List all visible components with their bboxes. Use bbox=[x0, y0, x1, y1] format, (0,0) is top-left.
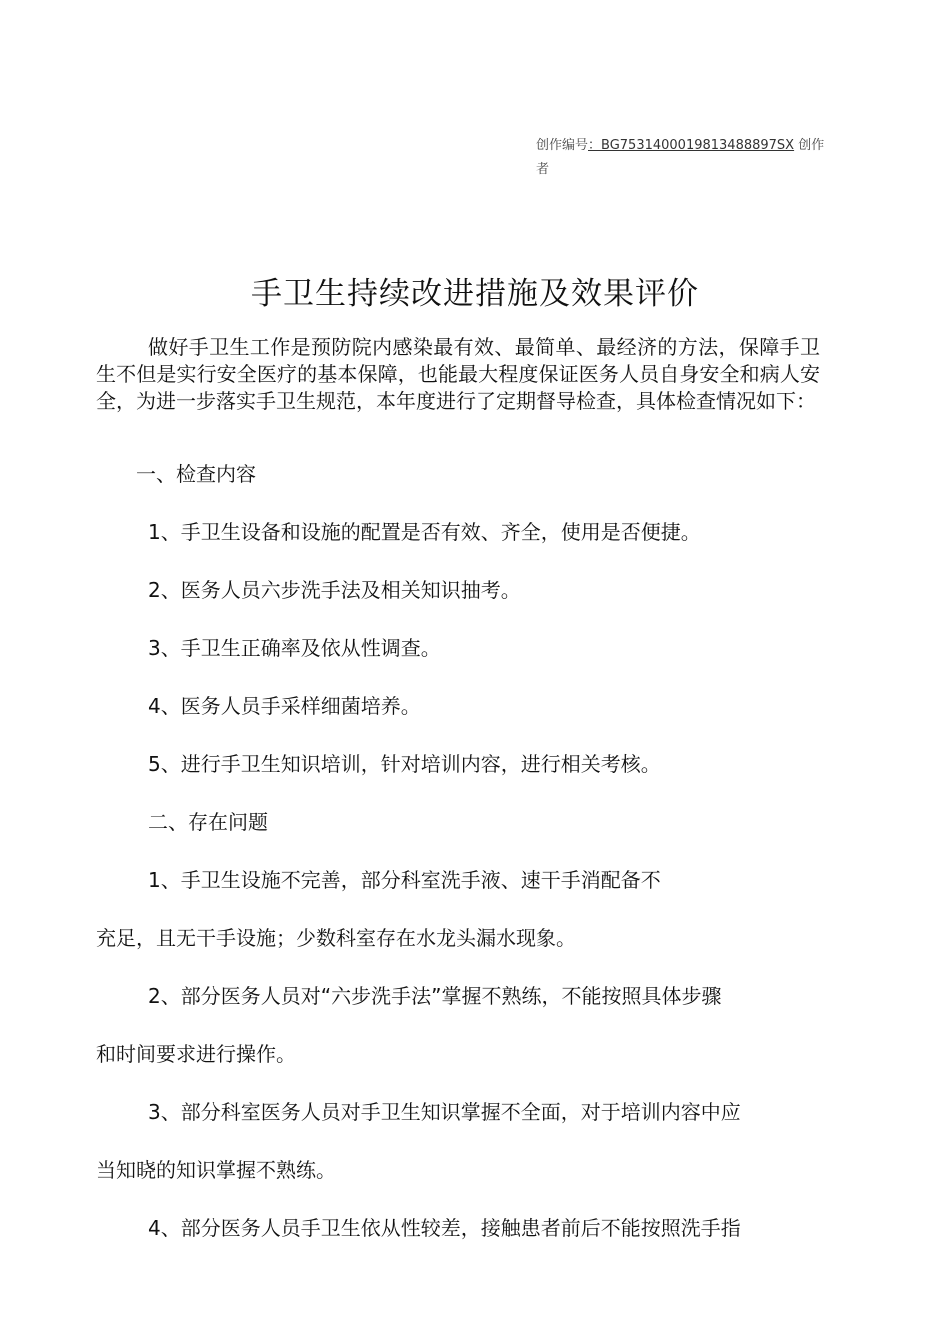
problem-item-3-continued: 当知晓的知识掌握不熟练。 bbox=[96, 1158, 336, 1182]
inspection-item-3: 3、手卫生正确率及依从性调查。 bbox=[148, 636, 441, 660]
inspection-item-5: 5、进行手卫生知识培训，针对培训内容，进行相关考核。 bbox=[148, 752, 661, 776]
problem-item-2-continued: 和时间要求进行操作。 bbox=[96, 1042, 296, 1066]
problem-item-2: 2、部分医务人员对“六步洗手法”掌握不熟练，不能按照具体步骤 bbox=[148, 984, 722, 1008]
creation-code: ：BG7531400019813488897SX bbox=[588, 138, 795, 153]
problem-item-3: 3、部分科室医务人员对手卫生知识掌握不全面，对于培训内容中应 bbox=[148, 1100, 741, 1124]
section-heading-inspection: 一、检查内容 bbox=[136, 462, 256, 486]
section-heading-problems: 二、存在问题 bbox=[148, 810, 268, 834]
intro-paragraph: 做好手卫生工作是预防院内感染最有效、最简单、最经济的方法，保障手卫生不但是实行安全医疗的基本保障，也能最大程度保证医务人员自身安全和病人安全，为进一步落实手卫生规范，本年度进行了定期督导检查，具体检查情况如下： bbox=[96, 335, 820, 413]
inspection-item-4: 4、医务人员手采样细菌培养。 bbox=[148, 694, 421, 718]
author-label: 创作者 bbox=[536, 138, 825, 177]
document-title: 手卫生持续改进措施及效果评价 bbox=[251, 276, 699, 312]
inspection-item-2: 2、医务人员六步洗手法及相关知识抽考。 bbox=[148, 578, 521, 602]
creation-info bbox=[536, 134, 836, 182]
problem-item-1-continued: 充足，且无干手设施；少数科室存在水龙头漏水现象。 bbox=[96, 926, 576, 950]
problem-item-4: 4、部分医务人员手卫生依从性较差，接触患者前后不能按照洗手指 bbox=[148, 1216, 741, 1240]
problem-item-1: 1、手卫生设施不完善，部分科室洗手液、速干手消配备不 bbox=[148, 868, 661, 892]
creation-label: 创作编号 bbox=[536, 138, 589, 153]
inspection-item-1: 1、手卫生设备和设施的配置是否有效、齐全，使用是否便捷。 bbox=[148, 520, 701, 544]
